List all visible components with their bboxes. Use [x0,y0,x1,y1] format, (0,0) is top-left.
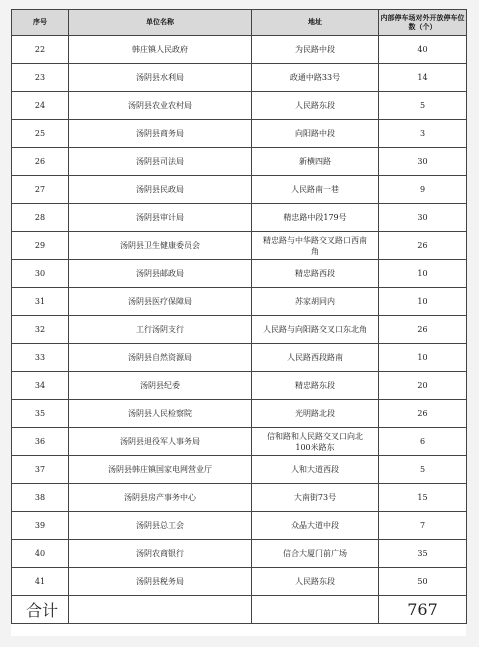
address-text: 大南街73号 [293,493,337,502]
total-empty-cell [252,596,379,624]
cell-unit: 韩庄镇人民政府 [69,36,252,64]
cell-no: 36 [12,428,69,456]
cell-unit: 工行汤阴支行 [69,316,252,344]
cell-address [252,260,379,288]
address-text: 政通中路33号 [289,73,341,82]
cell-address [252,344,379,372]
cell-no: 31 [12,288,69,316]
address-text: 人民路东段 [295,577,335,586]
cell-unit: 汤阴县农业农村局 [69,92,252,120]
cell-spaces: 20 [379,372,467,400]
table-row [12,176,467,204]
cell-address [252,204,379,232]
table-row [12,540,467,568]
address-text: 精忠路东段 [295,381,335,390]
table-header-row [12,10,467,36]
table-row [12,568,467,596]
cell-address [252,428,379,456]
address-text: 信和路和人民路交叉口向北100米路东 [267,431,363,452]
address-text: 人和大道西段 [291,465,339,474]
cell-spaces: 30 [379,204,467,232]
cell-address [252,92,379,120]
cell-no: 41 [12,568,69,596]
table-row [12,428,467,456]
cell-no: 25 [12,120,69,148]
parking-table [11,9,467,624]
cell-spaces: 5 [379,456,467,484]
cell-spaces: 14 [379,64,467,92]
cell-unit: 汤阴县退役军人事务局 [69,428,252,456]
header-address: 地址 [252,10,379,36]
cell-spaces: 10 [379,260,467,288]
header-unit: 单位名称 [69,10,252,36]
cell-no: 27 [12,176,69,204]
table-row [12,204,467,232]
cell-address [252,176,379,204]
cell-unit: 汤阴县民政局 [69,176,252,204]
cell-no: 29 [12,232,69,260]
cell-no: 32 [12,316,69,344]
table-row [12,512,467,540]
header-spaces: 内部停车场对外开放停车位数（个） [379,10,467,36]
cell-no: 35 [12,400,69,428]
cell-spaces: 30 [379,148,467,176]
table-row [12,372,467,400]
total-row [12,596,467,624]
cell-unit: 汤阴县水利局 [69,64,252,92]
cell-address [252,400,379,428]
cell-address [252,36,379,64]
cell-no: 33 [12,344,69,372]
cell-address [252,288,379,316]
cell-address [252,148,379,176]
address-text: 人民路南一巷 [291,185,339,194]
table-row [12,260,467,288]
table-row [12,456,467,484]
cell-address [252,456,379,484]
cell-no: 34 [12,372,69,400]
cell-unit: 汤阴县卫生健康委员会 [69,232,252,260]
cell-unit: 汤阴农商银行 [69,540,252,568]
cell-no: 40 [12,540,69,568]
cell-unit: 汤阴县人民检察院 [69,400,252,428]
header-no: 序号 [12,10,69,36]
table-row [12,316,467,344]
cell-address [252,232,379,260]
cell-no: 37 [12,456,69,484]
table-row [12,400,467,428]
table-body [12,36,467,596]
table-row [12,484,467,512]
table-row [12,288,467,316]
total-empty-cell [69,596,252,624]
cell-no: 30 [12,260,69,288]
cell-address [252,540,379,568]
cell-spaces: 6 [379,428,467,456]
cell-unit: 汤阴县房产事务中心 [69,484,252,512]
cell-address [252,372,379,400]
cell-unit: 汤阴县医疗保障局 [69,288,252,316]
table-row [12,92,467,120]
cell-spaces: 3 [379,120,467,148]
cell-spaces: 50 [379,568,467,596]
total-spaces: 767 [379,596,467,624]
cell-spaces: 7 [379,512,467,540]
cell-unit: 汤阴县邮政局 [69,260,252,288]
cell-unit: 汤阴县司法局 [69,148,252,176]
cell-spaces: 40 [379,36,467,64]
table-row [12,36,467,64]
cell-no: 26 [12,148,69,176]
total-label: 合计 [12,596,69,624]
cell-unit: 汤阴县纪委 [69,372,252,400]
address-text: 新横四路 [299,157,331,166]
cell-spaces: 15 [379,484,467,512]
cell-spaces: 26 [379,400,467,428]
cell-spaces: 26 [379,232,467,260]
cell-address [252,64,379,92]
address-text: 为民路中段 [295,45,335,54]
cell-no: 39 [12,512,69,540]
cell-spaces: 5 [379,92,467,120]
cell-unit: 汤阴县韩庄镇国家电网营业厅 [69,456,252,484]
address-text: 精忠路中段179号 [283,213,347,222]
cell-unit: 汤阴县审计局 [69,204,252,232]
address-text: 众晶大道中段 [291,521,339,530]
cell-no: 24 [12,92,69,120]
cell-address [252,484,379,512]
address-text: 人民路西段路南 [287,353,343,362]
cell-spaces: 10 [379,288,467,316]
cell-address [252,316,379,344]
cell-unit: 汤阴县税务局 [69,568,252,596]
table-row [12,148,467,176]
cell-no: 28 [12,204,69,232]
address-text: 苏家胡同内 [295,297,335,306]
address-text: 精忠路西段 [295,269,335,278]
table-row [12,232,467,260]
address-text: 人民路东段 [295,101,335,110]
cell-spaces: 35 [379,540,467,568]
cell-no: 23 [12,64,69,92]
address-text: 精忠路与中华路交叉路口西南角 [263,235,367,256]
address-text: 信合大厦门前广场 [283,549,347,558]
address-text: 光明路北段 [295,409,335,418]
cell-no: 22 [12,36,69,64]
cell-spaces: 26 [379,316,467,344]
cell-spaces: 10 [379,344,467,372]
cell-unit: 汤阴县商务局 [69,120,252,148]
table-row [12,120,467,148]
address-text: 人民路与向阳路交叉口东北角 [263,325,367,334]
document-page [11,9,466,636]
cell-unit: 汤阴县总工会 [69,512,252,540]
cell-address [252,512,379,540]
cell-unit: 汤阴县自然资源局 [69,344,252,372]
cell-spaces: 9 [379,176,467,204]
address-text: 向阳路中段 [295,129,335,138]
cell-no: 38 [12,484,69,512]
table-row [12,64,467,92]
cell-address [252,568,379,596]
table-row [12,344,467,372]
cell-address [252,120,379,148]
